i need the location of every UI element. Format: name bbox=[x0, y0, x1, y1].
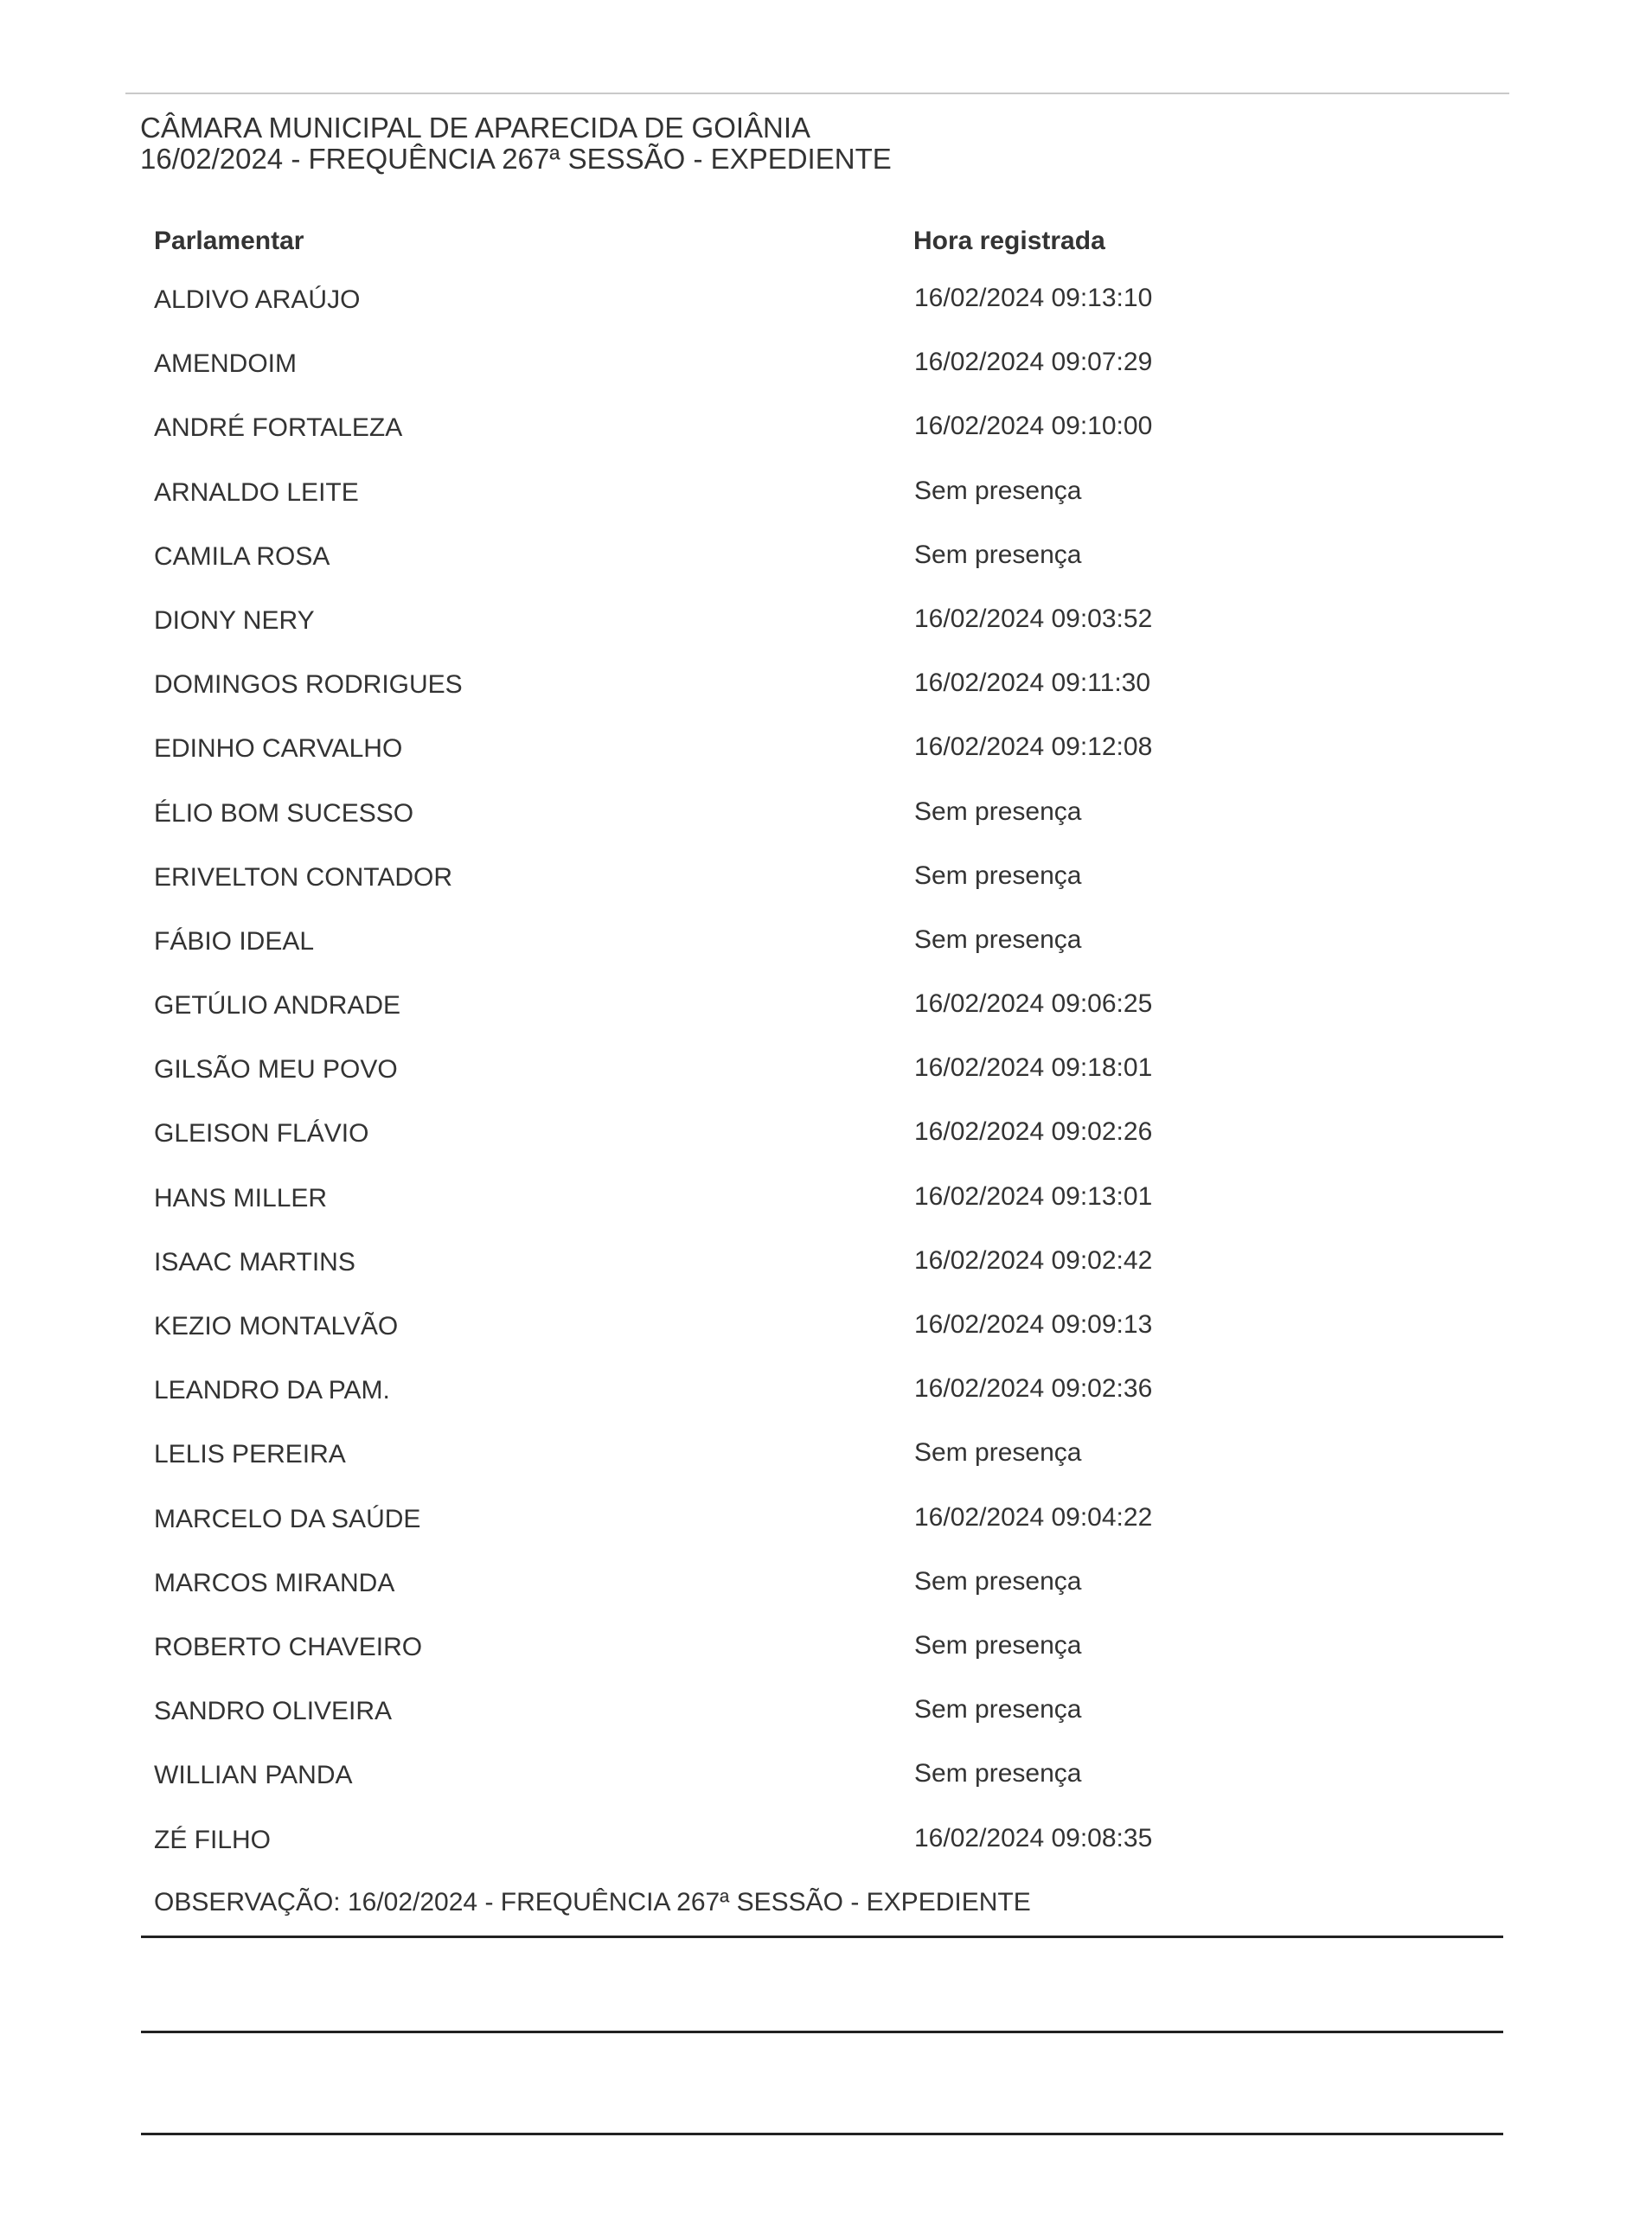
hora-registrada: 16/02/2024 09:02:42 bbox=[914, 1245, 1153, 1275]
observation-line: OBSERVAÇÃO: 16/02/2024 - FREQUÊNCIA 267ª SESSÃO - EXPEDIENTE bbox=[154, 1888, 1031, 1916]
hora-registrada: 16/02/2024 09:13:01 bbox=[914, 1181, 1153, 1211]
table-row bbox=[0, 1823, 1652, 1890]
table-row bbox=[0, 927, 1652, 991]
table-row bbox=[0, 1312, 1652, 1376]
hora-registrada: 16/02/2024 09:07:29 bbox=[914, 348, 1153, 377]
hora-registrada: Sem presença bbox=[914, 476, 1082, 505]
signature-line bbox=[141, 2031, 1503, 2033]
hora-registrada: 16/02/2024 09:10:00 bbox=[914, 412, 1153, 441]
parlamentar-name: DIONY NERY bbox=[154, 605, 315, 635]
table-row bbox=[0, 1502, 1652, 1569]
hora-registrada: Sem presença bbox=[914, 1695, 1082, 1724]
parlamentar-name: ZÉ FILHO bbox=[154, 1825, 272, 1854]
table-row bbox=[0, 542, 1652, 606]
parlamentar-name: EDINHO CARVALHO bbox=[154, 734, 403, 764]
parlamentar-name: GETÚLIO ANDRADE bbox=[154, 991, 401, 1021]
hora-registrada: 16/02/2024 09:02:26 bbox=[914, 1117, 1153, 1147]
parlamentar-name: LELIS PEREIRA bbox=[154, 1440, 346, 1469]
table-row bbox=[0, 799, 1652, 863]
parlamentar-name: AMENDOIM bbox=[154, 349, 297, 379]
table-row bbox=[0, 1761, 1652, 1825]
parlamentar-name: ISAAC MARTINS bbox=[154, 1247, 355, 1277]
parlamentar-name: HANS MILLER bbox=[154, 1183, 328, 1213]
hora-registrada: 16/02/2024 09:13:10 bbox=[914, 284, 1153, 312]
table-row bbox=[0, 1630, 1652, 1697]
table-row bbox=[0, 285, 1652, 349]
attendance-table bbox=[0, 285, 1652, 1890]
document-title: CÂMARA MUNICIPAL DE APARECIDA DE GOIÂNIA bbox=[140, 112, 811, 144]
table-row bbox=[0, 1245, 1652, 1312]
hora-registrada: 16/02/2024 09:12:08 bbox=[914, 733, 1153, 762]
hora-registrada: 16/02/2024 09:18:01 bbox=[914, 1053, 1153, 1083]
parlamentar-name: GLEISON FLÁVIO bbox=[154, 1119, 369, 1149]
parlamentar-name: LEANDRO DA PAM. bbox=[154, 1376, 390, 1405]
table-row bbox=[0, 1376, 1652, 1440]
table-row bbox=[0, 863, 1652, 927]
parlamentar-name: ARNALDO LEITE bbox=[154, 477, 359, 507]
table-row bbox=[0, 413, 1652, 477]
hora-registrada: Sem presença bbox=[914, 1630, 1082, 1660]
hora-registrada: Sem presença bbox=[914, 925, 1082, 954]
hora-registrada: 16/02/2024 09:03:52 bbox=[914, 604, 1153, 633]
parlamentar-name: GILSÃO MEU POVO bbox=[154, 1055, 398, 1085]
top-divider bbox=[125, 93, 1509, 94]
hora-registrada: 16/02/2024 09:09:13 bbox=[914, 1310, 1153, 1339]
table-row bbox=[0, 349, 1652, 413]
column-header-parlamentar: Parlamentar bbox=[154, 227, 304, 255]
parlamentar-name: WILLIAN PANDA bbox=[154, 1761, 353, 1790]
table-row bbox=[0, 1119, 1652, 1183]
table-row bbox=[0, 1697, 1652, 1761]
table-row bbox=[0, 1566, 1652, 1633]
parlamentar-name: MARCOS MIRANDA bbox=[154, 1568, 395, 1597]
hora-registrada: Sem presença bbox=[914, 1438, 1082, 1468]
table-row bbox=[0, 1181, 1652, 1248]
hora-registrada: 16/02/2024 09:06:25 bbox=[914, 989, 1153, 1019]
table-row bbox=[0, 606, 1652, 670]
parlamentar-name: MARCELO DA SAÚDE bbox=[154, 1504, 421, 1533]
hora-registrada: Sem presença bbox=[914, 861, 1082, 890]
hora-registrada: Sem presença bbox=[914, 1566, 1082, 1596]
hora-registrada: 16/02/2024 09:11:30 bbox=[914, 669, 1151, 698]
parlamentar-name: ROBERTO CHAVEIRO bbox=[154, 1632, 423, 1661]
signature-line bbox=[141, 2133, 1503, 2135]
signature-line bbox=[141, 1936, 1503, 1938]
hora-registrada: 16/02/2024 09:02:36 bbox=[914, 1374, 1153, 1404]
parlamentar-name: DOMINGOS RODRIGUES bbox=[154, 670, 463, 700]
hora-registrada: Sem presença bbox=[914, 540, 1082, 569]
parlamentar-name: FÁBIO IDEAL bbox=[154, 926, 315, 956]
hora-registrada: 16/02/2024 09:08:35 bbox=[914, 1823, 1153, 1852]
table-row bbox=[0, 670, 1652, 734]
parlamentar-name: ERIVELTON CONTADOR bbox=[154, 862, 453, 892]
table-row bbox=[0, 991, 1652, 1055]
parlamentar-name: SANDRO OLIVEIRA bbox=[154, 1697, 393, 1726]
table-row bbox=[0, 734, 1652, 798]
hora-registrada: Sem presença bbox=[914, 1759, 1082, 1788]
parlamentar-name: KEZIO MONTALVÃO bbox=[154, 1312, 399, 1341]
hora-registrada: Sem presença bbox=[914, 797, 1082, 826]
hora-registrada: 16/02/2024 09:04:22 bbox=[914, 1502, 1153, 1532]
table-row bbox=[0, 1440, 1652, 1504]
parlamentar-name: CAMILA ROSA bbox=[154, 541, 330, 571]
parlamentar-name: ANDRÉ FORTALEZA bbox=[154, 413, 403, 443]
parlamentar-name: ÉLIO BOM SUCESSO bbox=[154, 798, 414, 828]
document-subtitle: 16/02/2024 - FREQUÊNCIA 267ª SESSÃO - EXPEDIENTE bbox=[140, 143, 892, 175]
table-row bbox=[0, 478, 1652, 542]
column-header-hora-registrada: Hora registrada bbox=[913, 227, 1105, 255]
table-row bbox=[0, 1055, 1652, 1119]
parlamentar-name: ALDIVO ARAÚJO bbox=[154, 285, 361, 314]
